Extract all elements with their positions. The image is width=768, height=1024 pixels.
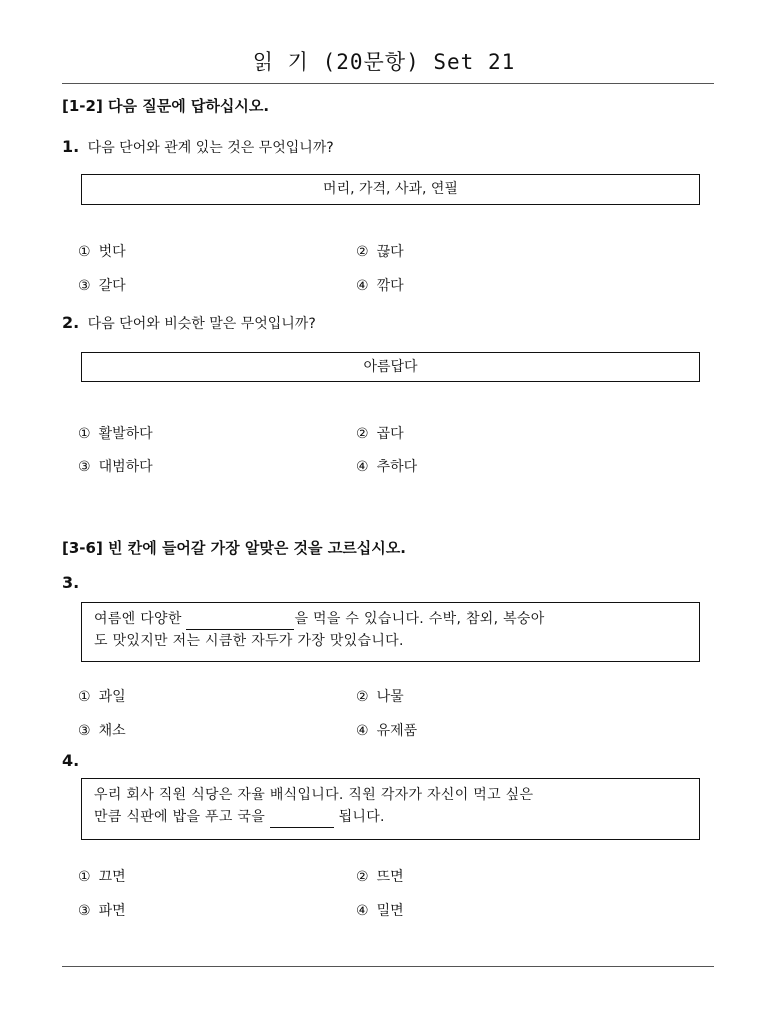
option-4[interactable] — [356, 720, 417, 740]
option-mark: ④ — [356, 459, 369, 475]
question-number: 1. — [62, 137, 80, 156]
option-text: 깎다 — [376, 278, 404, 294]
option-text: 벗다 — [98, 244, 126, 260]
option-2[interactable] — [356, 423, 404, 443]
option-mark: ③ — [78, 903, 91, 919]
option-2[interactable] — [356, 686, 404, 706]
option-text: 밀면 — [376, 903, 404, 919]
word-box: 아름답다 — [81, 352, 700, 382]
option-text: 추하다 — [376, 459, 418, 475]
passage-text: 도 맛있지만 저는 시큼한 자두가 가장 맛있습니다. — [94, 633, 404, 649]
option-mark: ① — [78, 869, 91, 885]
option-mark: ④ — [356, 278, 369, 294]
option-text: 파면 — [98, 903, 126, 919]
option-3[interactable] — [78, 900, 126, 920]
question-number: 2. — [62, 313, 80, 332]
option-mark: ④ — [356, 903, 369, 919]
option-2[interactable] — [356, 241, 404, 261]
option-mark: ② — [356, 244, 369, 260]
option-3[interactable] — [78, 275, 126, 295]
option-mark: ① — [78, 426, 91, 442]
section-heading: [3-6] 빈 칸에 들어갈 가장 알맞은 것을 고르십시오. — [62, 539, 406, 557]
option-4[interactable] — [356, 456, 417, 476]
question-1 — [62, 137, 334, 157]
option-text: 채소 — [98, 723, 126, 739]
passage-box — [81, 602, 700, 662]
option-mark: ③ — [78, 459, 91, 475]
option-text: 유제품 — [376, 723, 418, 739]
option-1[interactable] — [78, 686, 126, 706]
option-text: 끄면 — [98, 869, 126, 885]
section-heading: [1-2] 다음 질문에 답하십시오. — [62, 97, 270, 115]
option-1[interactable] — [78, 866, 126, 886]
option-1[interactable] — [78, 423, 153, 443]
page-title: 읽 기 (20문항) Set 21 — [252, 50, 516, 74]
answer-blank — [270, 812, 334, 828]
option-text: 뜨면 — [376, 869, 404, 885]
passage-text: 됩니다. — [333, 809, 385, 825]
option-1[interactable] — [78, 241, 126, 261]
option-text: 나물 — [376, 689, 404, 705]
option-mark: ② — [356, 426, 369, 442]
option-mark: ③ — [78, 723, 91, 739]
question-prompt: 다음 단어와 관계 있는 것은 무엇입니까? — [87, 140, 334, 156]
passage-text: 만큼 식판에 밥을 푸고 국을 — [94, 809, 270, 825]
option-4[interactable] — [356, 275, 404, 295]
passage-box — [81, 778, 700, 840]
passage-text: 우리 회사 직원 식당은 자율 배식입니다. 직원 각자가 자신이 먹고 싶은 — [94, 787, 534, 803]
option-mark: ① — [78, 689, 91, 705]
option-text: 갈다 — [98, 278, 126, 294]
option-4[interactable] — [356, 900, 404, 920]
header-divider — [62, 83, 714, 84]
option-mark: ② — [356, 869, 369, 885]
option-text: 끊다 — [376, 244, 404, 260]
option-text: 대범하다 — [98, 459, 153, 475]
question-3 — [62, 573, 83, 592]
option-text: 곱다 — [376, 426, 404, 442]
question-2 — [62, 313, 316, 333]
option-text: 과일 — [98, 689, 126, 705]
option-mark: ③ — [78, 278, 91, 294]
footer-divider — [62, 966, 714, 967]
option-3[interactable] — [78, 720, 126, 740]
option-2[interactable] — [356, 866, 404, 886]
option-mark: ④ — [356, 723, 369, 739]
word-box: 머리, 가격, 사과, 연필 — [81, 174, 700, 205]
option-mark: ① — [78, 244, 91, 260]
option-3[interactable] — [78, 456, 153, 476]
answer-blank — [186, 614, 294, 630]
option-mark: ② — [356, 689, 369, 705]
passage-text: 여름엔 다양한 — [94, 611, 187, 627]
question-number: 3. — [62, 573, 80, 592]
passage-text: 을 먹을 수 있습니다. 수박, 참외, 복숭아 — [294, 611, 545, 627]
question-prompt: 다음 단어와 비슷한 말은 무엇입니까? — [87, 316, 316, 332]
question-4 — [62, 751, 83, 770]
question-number: 4. — [62, 751, 80, 770]
option-text: 활발하다 — [98, 426, 153, 442]
